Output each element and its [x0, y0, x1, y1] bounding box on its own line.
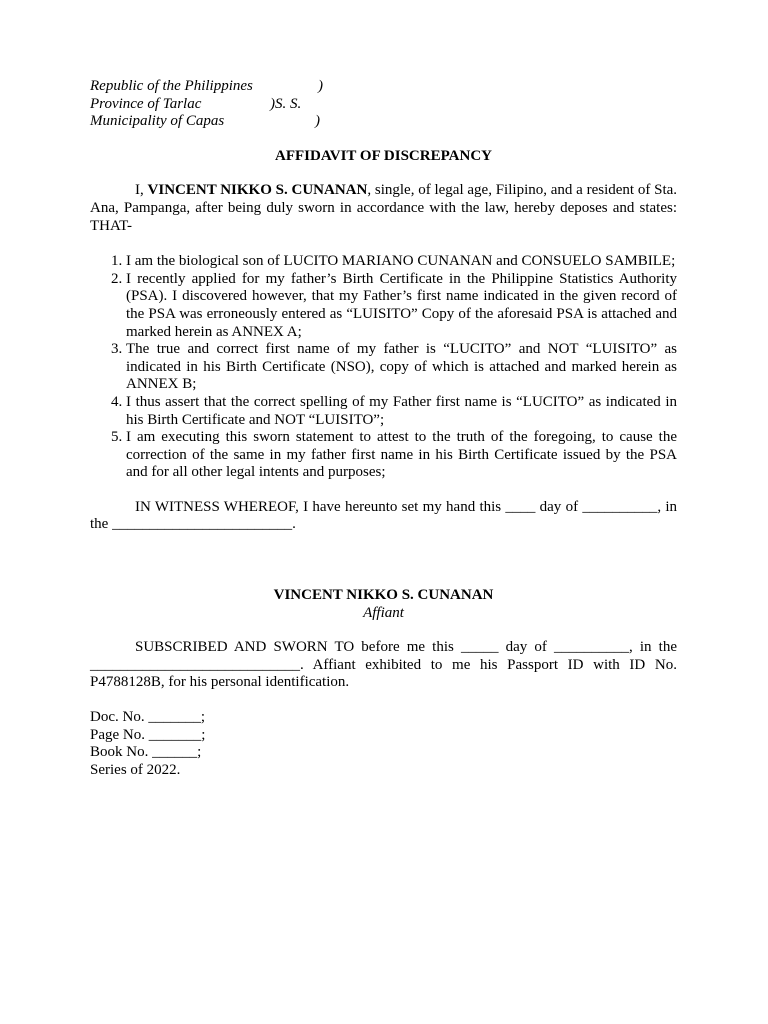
list-item: 5. I am executing this sworn statement to attest to the truth of the foregoing, to cause the correction of the same in my father first name in his Birth Certificate issued by the PSA and for all other legal intents and purposes; — [126, 429, 677, 482]
venue-line-province — [90, 96, 677, 114]
affiant-name: VINCENT NIKKO S. CUNANAN — [273, 587, 494, 604]
intro-paragraph — [90, 182, 677, 235]
venue-mark: )S. S. — [270, 95, 302, 112]
witness-paragraph: IN WITNESS WHEREOF, I have hereunto set my hand this ____ day of __________, in the ________________________. — [90, 498, 677, 533]
list-item: 2. I recently applied for my father’s Birth Certificate in the Philippine Statistics Authority (PSA). I discovered however, that my Father’s first name indicated in the given record of the PSA was erroneously entered as “LUISITO” Copy of the aforesaid PSA is attached and marked herein as ANNEX A; — [126, 271, 677, 341]
page-number: Page No. _______; — [90, 726, 206, 743]
venue-header — [90, 78, 677, 131]
venue-text: Republic of the Philippines — [90, 78, 253, 94]
affiant-name-inline: VINCENT NIKKO S. CUNANAN — [147, 182, 368, 199]
list-item: 3. The true and correct first name of my father is “LUCITO” and NOT “LUISITO” as indicated in his Birth Certificate (NSO), copy of which is attached and marked herein as ANNEX B; — [126, 341, 677, 394]
intro-text: , single, of legal age, Filipino, and a resident of Sta. Ana, Pampanga, after being duly sworn in accordance with the law, hereby deposes and states: THAT- — [90, 182, 678, 234]
statement-list — [90, 253, 677, 482]
intro-prefix: I, — [135, 182, 144, 199]
list-item: 4. I thus assert that the correct spelling of my Father first name is “LUCITO” as indicated in his Birth Certificate and NOT “LUISITO”; — [126, 394, 677, 429]
venue-text: Municipality of Capas — [90, 113, 225, 130]
jurat-paragraph: SUBSCRIBED AND SWORN TO before me this _____ day of __________, in the ____________________________. Affiant exhibited to me his Passport ID with ID No. P4788128B, for his personal identification. — [90, 639, 677, 691]
signature-block — [90, 587, 677, 622]
venue-text: Province of Tarlac — [90, 95, 202, 112]
book-number: Book No. ______; — [90, 744, 202, 761]
series-year: Series of 2022. — [90, 761, 181, 778]
document-title: AFFIDAVIT OF DISCREPANCY — [275, 147, 492, 164]
venue-line-republic — [90, 78, 677, 96]
venue-mark: ) — [318, 78, 323, 94]
document-page — [90, 78, 677, 779]
venue-mark: ) — [315, 113, 320, 130]
doc-number: Doc. No. _______; — [90, 709, 205, 726]
list-item: 1. I am the biological son of LUCITO MARIANO CUNANAN and CONSUELO SAMBILE; — [126, 253, 677, 271]
affiant-role: Affiant — [363, 604, 404, 621]
notarial-register-info — [90, 709, 677, 779]
venue-line-municipality — [90, 113, 677, 131]
